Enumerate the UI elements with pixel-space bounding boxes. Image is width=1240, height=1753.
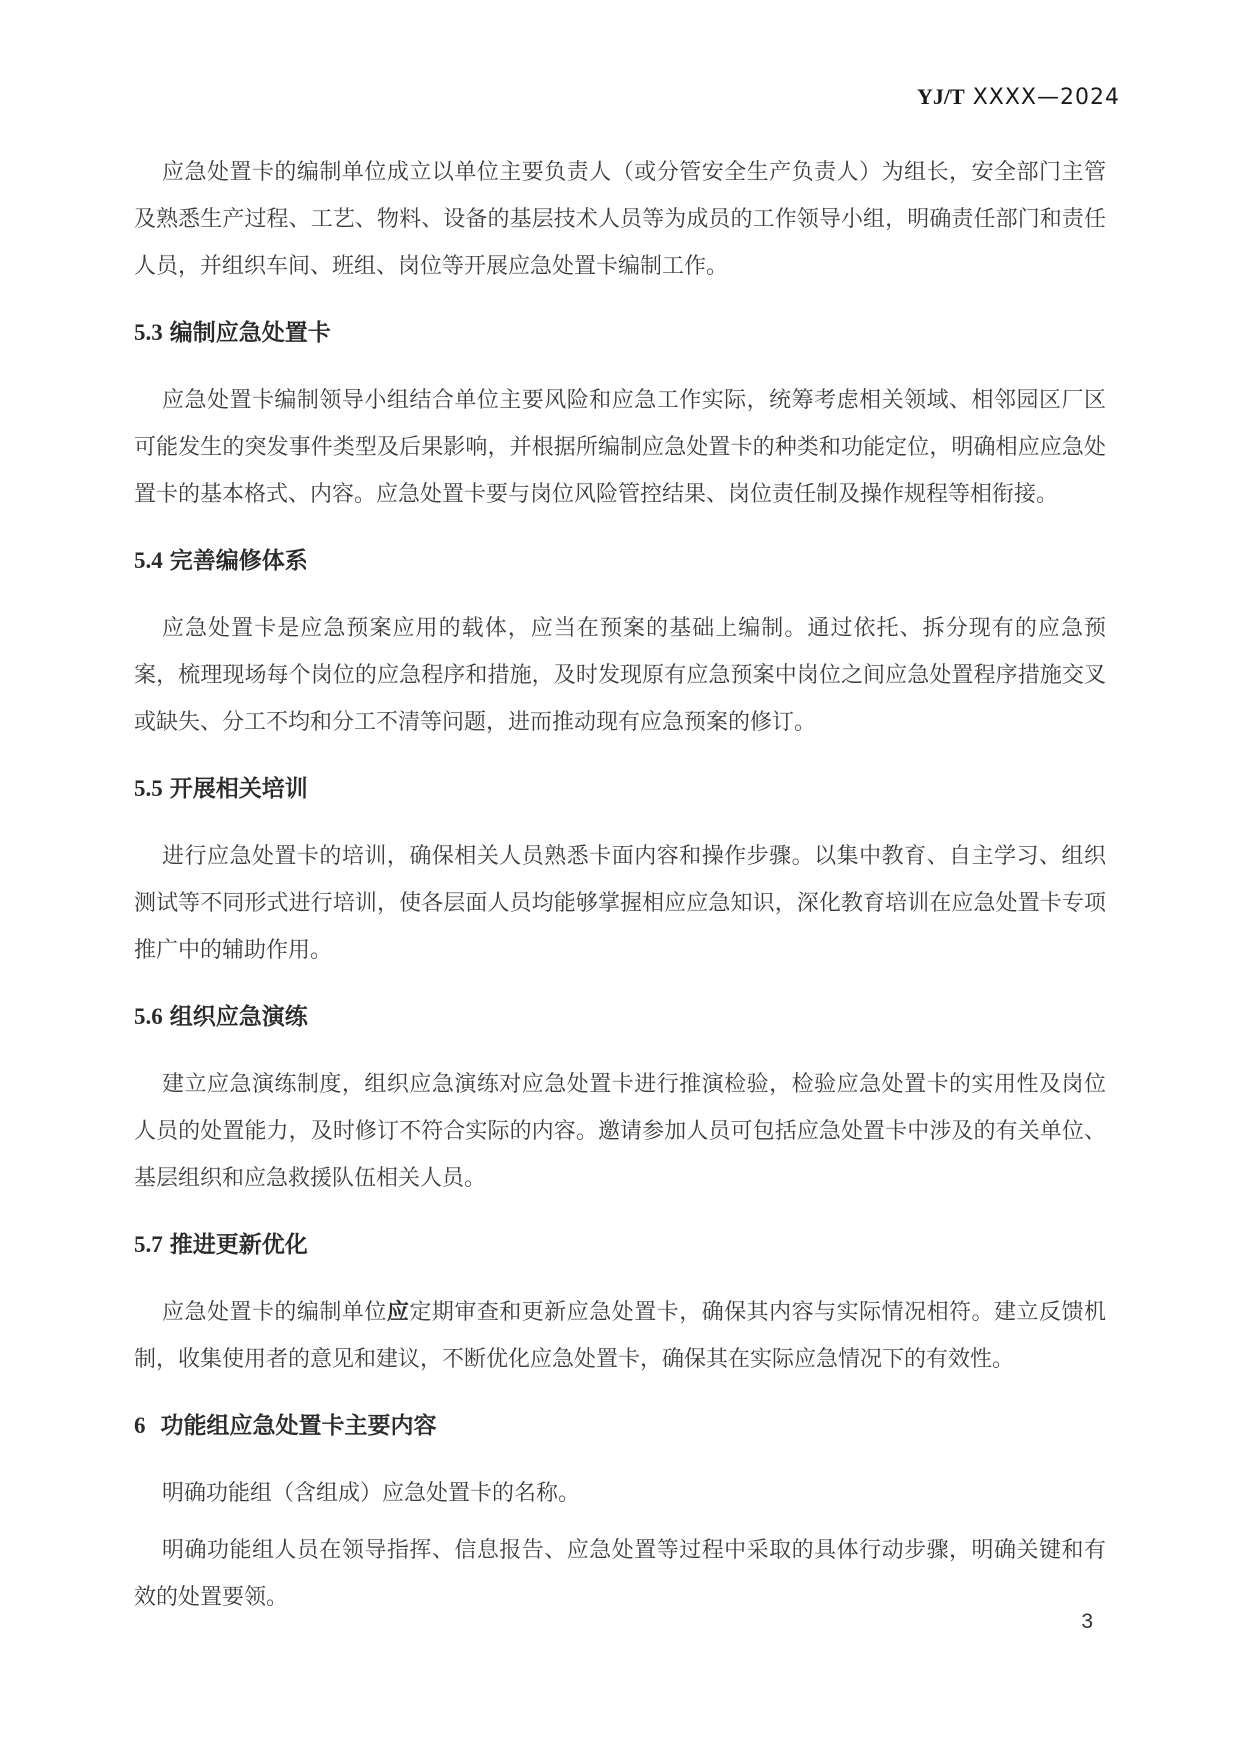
chapter-heading-6 bbox=[134, 1402, 1106, 1449]
section-number: 5.4 bbox=[134, 548, 163, 573]
section-5-7-paragraph bbox=[134, 1288, 1106, 1382]
section-title: 推进更新优化 bbox=[169, 1231, 308, 1257]
page-footer bbox=[1081, 1610, 1093, 1634]
emphasis-keyword: 应 bbox=[386, 1299, 410, 1324]
section-title: 组织应急演练 bbox=[169, 1003, 308, 1029]
document-content bbox=[134, 148, 1106, 1620]
section-number: 5.3 bbox=[134, 320, 163, 345]
section-heading-5-4 bbox=[134, 537, 1106, 584]
section-5-4-paragraph: 应急处置卡是应急预案应用的载体，应当在预案的基础上编制。通过依托、拆分现有的应急预案，梳理现场每个岗位的应急程序和措施，及时发现原有应急预案中岗位之间应急处置程序措施交叉或缺失、分工不均和分工不清等问题，进而推动现有应急预案的修订。 bbox=[134, 615, 1106, 734]
paragraph-text: 定期审查和更新应急处置卡，确保其内容与实际情况相符。建立反馈机制，收集使用者的意见和建议，不断优化应急处置卡，确保其在实际应急情况下的有效性。 bbox=[134, 1299, 1106, 1371]
standard-code-prefix: YJ/T bbox=[917, 84, 965, 109]
section-number: 5.7 bbox=[134, 1232, 163, 1257]
section-heading-5-5 bbox=[134, 765, 1106, 812]
section-title: 编制应急处置卡 bbox=[169, 319, 331, 345]
chapter-6-paragraph-2: 明确功能组人员在领导指挥、信息报告、应急处置等过程中采取的具体行动步骤，明确关键和有效的处置要领。 bbox=[134, 1537, 1106, 1609]
section-heading-5-6 bbox=[134, 993, 1106, 1040]
section-5-6-paragraph: 建立应急演练制度，组织应急演练对应急处置卡进行推演检验，检验应急处置卡的实用性及岗位人员的处置能力，及时修订不符合实际的内容。邀请参加人员可包括应急处置卡中涉及的有关单位、基层组织和应急救援队伍相关人员。 bbox=[134, 1071, 1106, 1190]
chapter-number: 6 bbox=[134, 1413, 146, 1438]
page-number: 3 bbox=[1081, 1610, 1093, 1633]
intro-paragraph: 应急处置卡的编制单位成立以单位主要负责人（或分管安全生产负责人）为组长，安全部门主管及熟悉生产过程、工艺、物料、设备的基层技术人员等为成员的工作领导小组，明确责任部门和责任人员，并组织车间、班组、岗位等开展应急处置卡编制工作。 bbox=[134, 159, 1106, 278]
page-header bbox=[917, 84, 1120, 110]
section-title: 开展相关培训 bbox=[169, 775, 308, 801]
standard-code-number: XXXX—2024 bbox=[972, 85, 1120, 110]
paragraph-text: 应急处置卡的编制单位 bbox=[162, 1299, 387, 1324]
section-heading-5-7 bbox=[134, 1221, 1106, 1268]
section-5-5-paragraph: 进行应急处置卡的培训，确保相关人员熟悉卡面内容和操作步骤。以集中教育、自主学习、组织测试等不同形式进行培训，使各层面人员均能够掌握相应应急知识，深化教育培训在应急处置卡专项推广中的辅助作用。 bbox=[134, 843, 1106, 962]
chapter-6-paragraph-1: 明确功能组（含组成）应急处置卡的名称。 bbox=[162, 1480, 581, 1505]
section-5-3-paragraph: 应急处置卡编制领导小组结合单位主要风险和应急工作实际，统筹考虑相关领域、相邻园区厂区可能发生的突发事件类型及后果影响，并根据所编制应急处置卡的种类和功能定位，明确相应应急处置卡的基本格式、内容。应急处置卡要与岗位风险管控结果、岗位责任制及操作规程等相衔接。 bbox=[134, 387, 1106, 506]
section-title: 完善编修体系 bbox=[169, 547, 308, 573]
section-number: 5.6 bbox=[134, 1004, 163, 1029]
section-number: 5.5 bbox=[134, 776, 163, 801]
section-heading-5-3 bbox=[134, 309, 1106, 356]
chapter-title: 功能组应急处置卡主要内容 bbox=[160, 1412, 437, 1438]
